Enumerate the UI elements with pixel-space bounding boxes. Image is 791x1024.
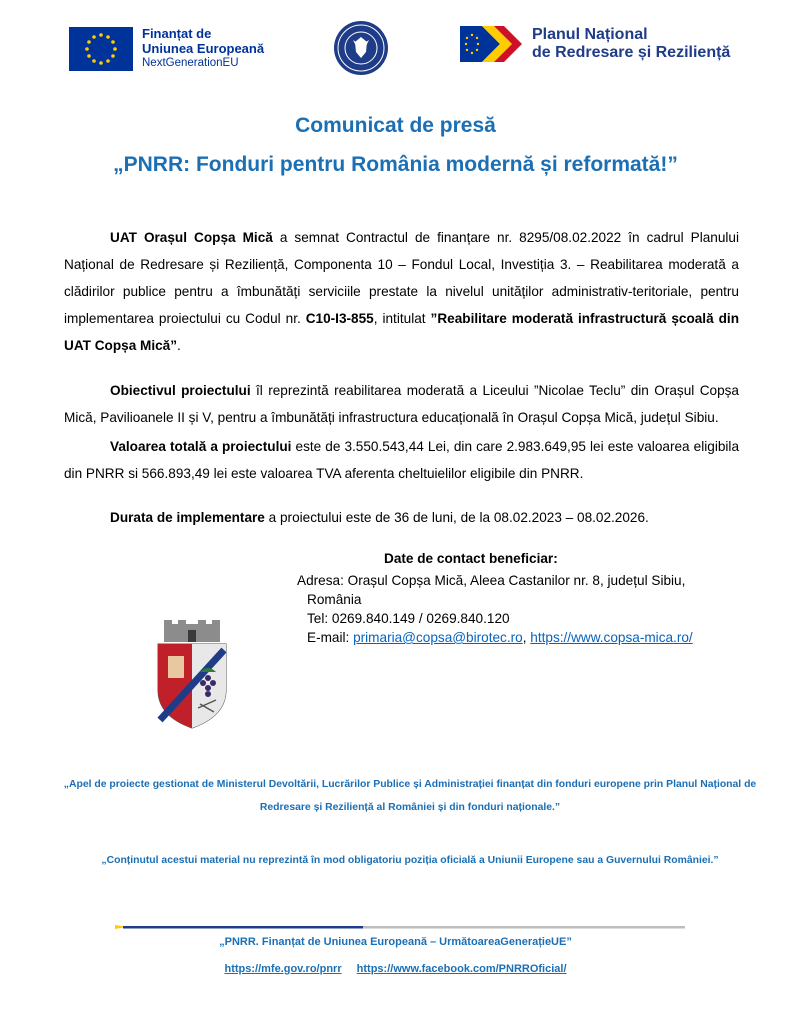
eu-funding-logo xyxy=(69,26,264,71)
paragraph-contract xyxy=(64,224,739,359)
paragraph-text: a proiectului este de 36 de luni, de la 08.02.2023 – 08.02.2026. xyxy=(264,510,649,525)
mfe-link[interactable]: https://mfe.gov.ro/pnrr xyxy=(224,963,342,975)
objective-label: Obiectivul proiectului xyxy=(110,383,251,398)
pnrr-flag-icon xyxy=(460,26,524,62)
paragraph-value xyxy=(64,433,739,487)
paragraph-text: a semnat Contractul de finanțare nr. 8295/08.02.2022 în cadrul Planului Național de Redresare și Reziliență, Componenta 10 – Fondul Local, Investiția 3. – Reabilitarea moderată a clădirilor publice pentru a îmbunătăți serviciile prestate la nivelul unităților administrativ-teritoriale, pentru implementarea proiectului cu Codul nr. xyxy=(64,230,739,326)
contact-address: Adresa: Orașul Copșa Mică, Aleea Castanilor nr. 8, județul Sibiu, xyxy=(297,573,686,588)
eu-logo-line2: Uniunea Europeană xyxy=(142,41,265,56)
value-label: Valoarea totală a proiectului xyxy=(110,439,292,454)
header-logos xyxy=(0,20,791,80)
coat-of-arms-icon xyxy=(150,620,234,730)
contact-title: Date de contact beneficiar: xyxy=(384,551,558,566)
paragraph-text: îl reprezintă reabilitarea moderată a Liceului ”Nicolae Teclu” din Orașul Copșa Mică, Pavilioanele II și V, pentru a îmbunătăți infrastructura educațională în Orașul Copșa Mică, județul Sibiu. xyxy=(64,383,739,425)
page-title: Comunicat de presă xyxy=(295,114,496,137)
paragraph-objective xyxy=(64,377,739,431)
pnrr-logo-text xyxy=(532,26,730,62)
contact-phone: Tel: 0269.840.149 / 0269.840.120 xyxy=(307,611,510,626)
contact-email-row xyxy=(297,628,737,647)
paragraph-text: este de 3.550.543,44 Lei, din care 2.983.649,95 lei este valoarea eligibila din PNRR si 566.893,49 lei este valoarea TVA aferenta cheltuielilor eligibile din PNRR. xyxy=(64,439,740,481)
pnrr-footer-tagline: „PNRR. Finanțat de Uniunea Europeană – UrmătoareaGenerațieUE” xyxy=(219,936,572,948)
contact-block xyxy=(297,571,737,647)
footer-divider xyxy=(115,917,685,923)
email-link[interactable]: primaria@copsa@birotec.ro xyxy=(353,630,523,645)
duration-label: Durata de implementare xyxy=(110,510,265,525)
email-label: E-mail: xyxy=(307,630,354,645)
website-link[interactable]: https://www.copsa-mica.ro/ xyxy=(530,630,693,645)
facebook-link[interactable]: https://www.facebook.com/PNRROficial/ xyxy=(356,963,567,975)
eu-logo-line3: NextGenerationEU xyxy=(142,57,239,69)
project-code: C10-I3-855 xyxy=(305,311,374,326)
eu-logo-line1: Finanțat de xyxy=(142,26,212,41)
funding-note: „Apel de proiecte gestionat de Ministerul Devoltării, Lucrărilor Publice și Administrației finanțat din fonduri europene prin Planul Național de Redresare și Reziliență al României și din fonduri naționale.” xyxy=(63,779,757,813)
beneficiary-name: UAT Orașul Copșa Mică xyxy=(110,230,273,245)
pnrr-logo-line1: Planul Național xyxy=(532,26,648,43)
project-name: ”Reabilitare moderată infrastructură școală din UAT Copșa Mică” xyxy=(64,311,739,353)
contact-separator: , xyxy=(522,630,531,645)
pnrr-logo-line2: de Redresare și Reziliență xyxy=(532,44,731,61)
paragraph-text: , intitulat xyxy=(373,311,431,326)
paragraph-text: . xyxy=(177,338,181,353)
eu-flag-icon xyxy=(69,27,133,71)
pnrr-logo xyxy=(460,26,730,62)
disclaimer-note: „Conținutul acestui material nu reprezintă în mod obligatoriu poziția oficială a Uniunii Europene sau a Guvernului României.” xyxy=(101,855,719,866)
page-subtitle: „PNRR: Fonduri pentru România modernă și reformată!” xyxy=(113,153,678,176)
government-seal-icon xyxy=(333,20,389,76)
contact-address-country: România xyxy=(307,592,362,607)
eu-logo-text xyxy=(142,26,264,71)
paragraph-duration xyxy=(64,504,739,531)
footer-links xyxy=(0,963,791,975)
